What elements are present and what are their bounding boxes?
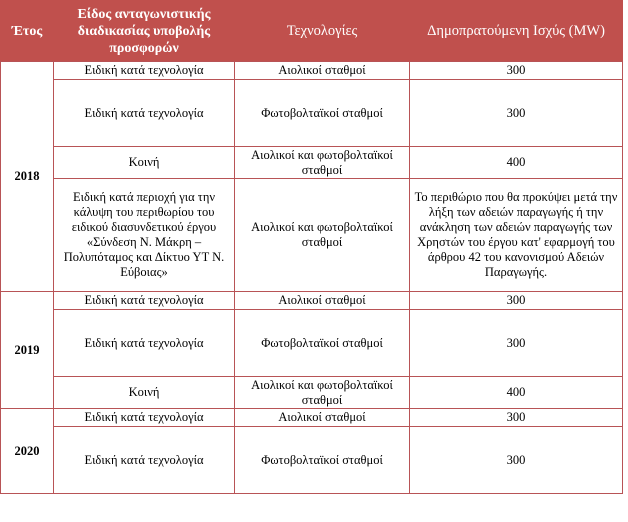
power-cell: 300: [410, 292, 623, 310]
procedure-type-cell: Ειδική κατά τεχνολογία: [54, 310, 235, 377]
table-row: [1, 147, 623, 179]
power-cell: 300: [410, 409, 623, 427]
technologies-cell: Φωτοβολταϊκοί σταθμοί: [235, 80, 410, 147]
technologies-cell: Φωτοβολταϊκοί σταθμοί: [235, 310, 410, 377]
year-cell-2018: 2018: [1, 62, 54, 292]
header-row: [1, 1, 623, 62]
header-procedure-type: Είδος ανταγωνιστικής διαδικασίας υποβολής προσφορών: [54, 1, 235, 62]
table-row: [1, 62, 623, 80]
technologies-cell: Αιολικοί σταθμοί: [235, 409, 410, 427]
table-row: [1, 409, 623, 427]
technologies-cell: Φωτοβολταϊκοί σταθμοί: [235, 427, 410, 494]
table-row: [1, 80, 623, 147]
header-year: Έτος: [1, 1, 54, 62]
procedure-type-cell: Ειδική κατά τεχνολογία: [54, 80, 235, 147]
technologies-cell: Αιολικοί σταθμοί: [235, 62, 410, 80]
table-body: [1, 62, 623, 494]
technologies-cell: Αιολικοί και φωτοβολταϊκοί σταθμοί: [235, 147, 410, 179]
year-cell-2020: 2020: [1, 409, 54, 494]
procedure-type-cell: Ειδική κατά τεχνολογία: [54, 62, 235, 80]
power-cell: 300: [410, 427, 623, 494]
power-cell: 300: [410, 310, 623, 377]
procedure-type-cell: Ειδική κατά τεχνολογία: [54, 427, 235, 494]
table-header: [1, 1, 623, 62]
technologies-cell: Αιολικοί και φωτοβολταϊκοί σταθμοί: [235, 179, 410, 292]
power-notes-cell: Το περιθώριο που θα προκύψει μετά την λήξη των αδειών παραγωγής ή την ανάκληση των αδειών παραγωγής των Χρηστών του έργου κατ' εφαρμογή του άρθρου 42 του κανονισμού Αδειών Παραγωγής.: [410, 179, 623, 292]
header-technologies: Τεχνολογίες: [235, 1, 410, 62]
table-row: [1, 427, 623, 494]
power-cell: 400: [410, 147, 623, 179]
header-auctioned-power: Δημοπρατούμενη Ισχύς (MW): [410, 1, 623, 62]
procedure-type-cell: Ειδική κατά περιοχή για την κάλυψη του περιθωρίου του ειδικού διασυνδετικού έργου «Σύνδεση Ν. Μάκρη – Πολυπόταμος και Δίκτυο ΥΤ Ν. Εύβοιας»: [54, 179, 235, 292]
procedure-type-cell: Ειδική κατά τεχνολογία: [54, 409, 235, 427]
procedure-type-cell: Κοινή: [54, 377, 235, 409]
table-row: [1, 310, 623, 377]
power-cell: 300: [410, 62, 623, 80]
table-row: [1, 377, 623, 409]
table-row: [1, 179, 623, 292]
technologies-cell: Αιολικοί σταθμοί: [235, 292, 410, 310]
power-cell: 400: [410, 377, 623, 409]
power-cell: 300: [410, 80, 623, 147]
procedure-type-cell: Κοινή: [54, 147, 235, 179]
technologies-cell: Αιολικοί και φωτοβολταϊκοί σταθμοί: [235, 377, 410, 409]
table-row: [1, 292, 623, 310]
year-cell-2019: 2019: [1, 292, 54, 409]
procedure-type-cell: Ειδική κατά τεχνολογία: [54, 292, 235, 310]
